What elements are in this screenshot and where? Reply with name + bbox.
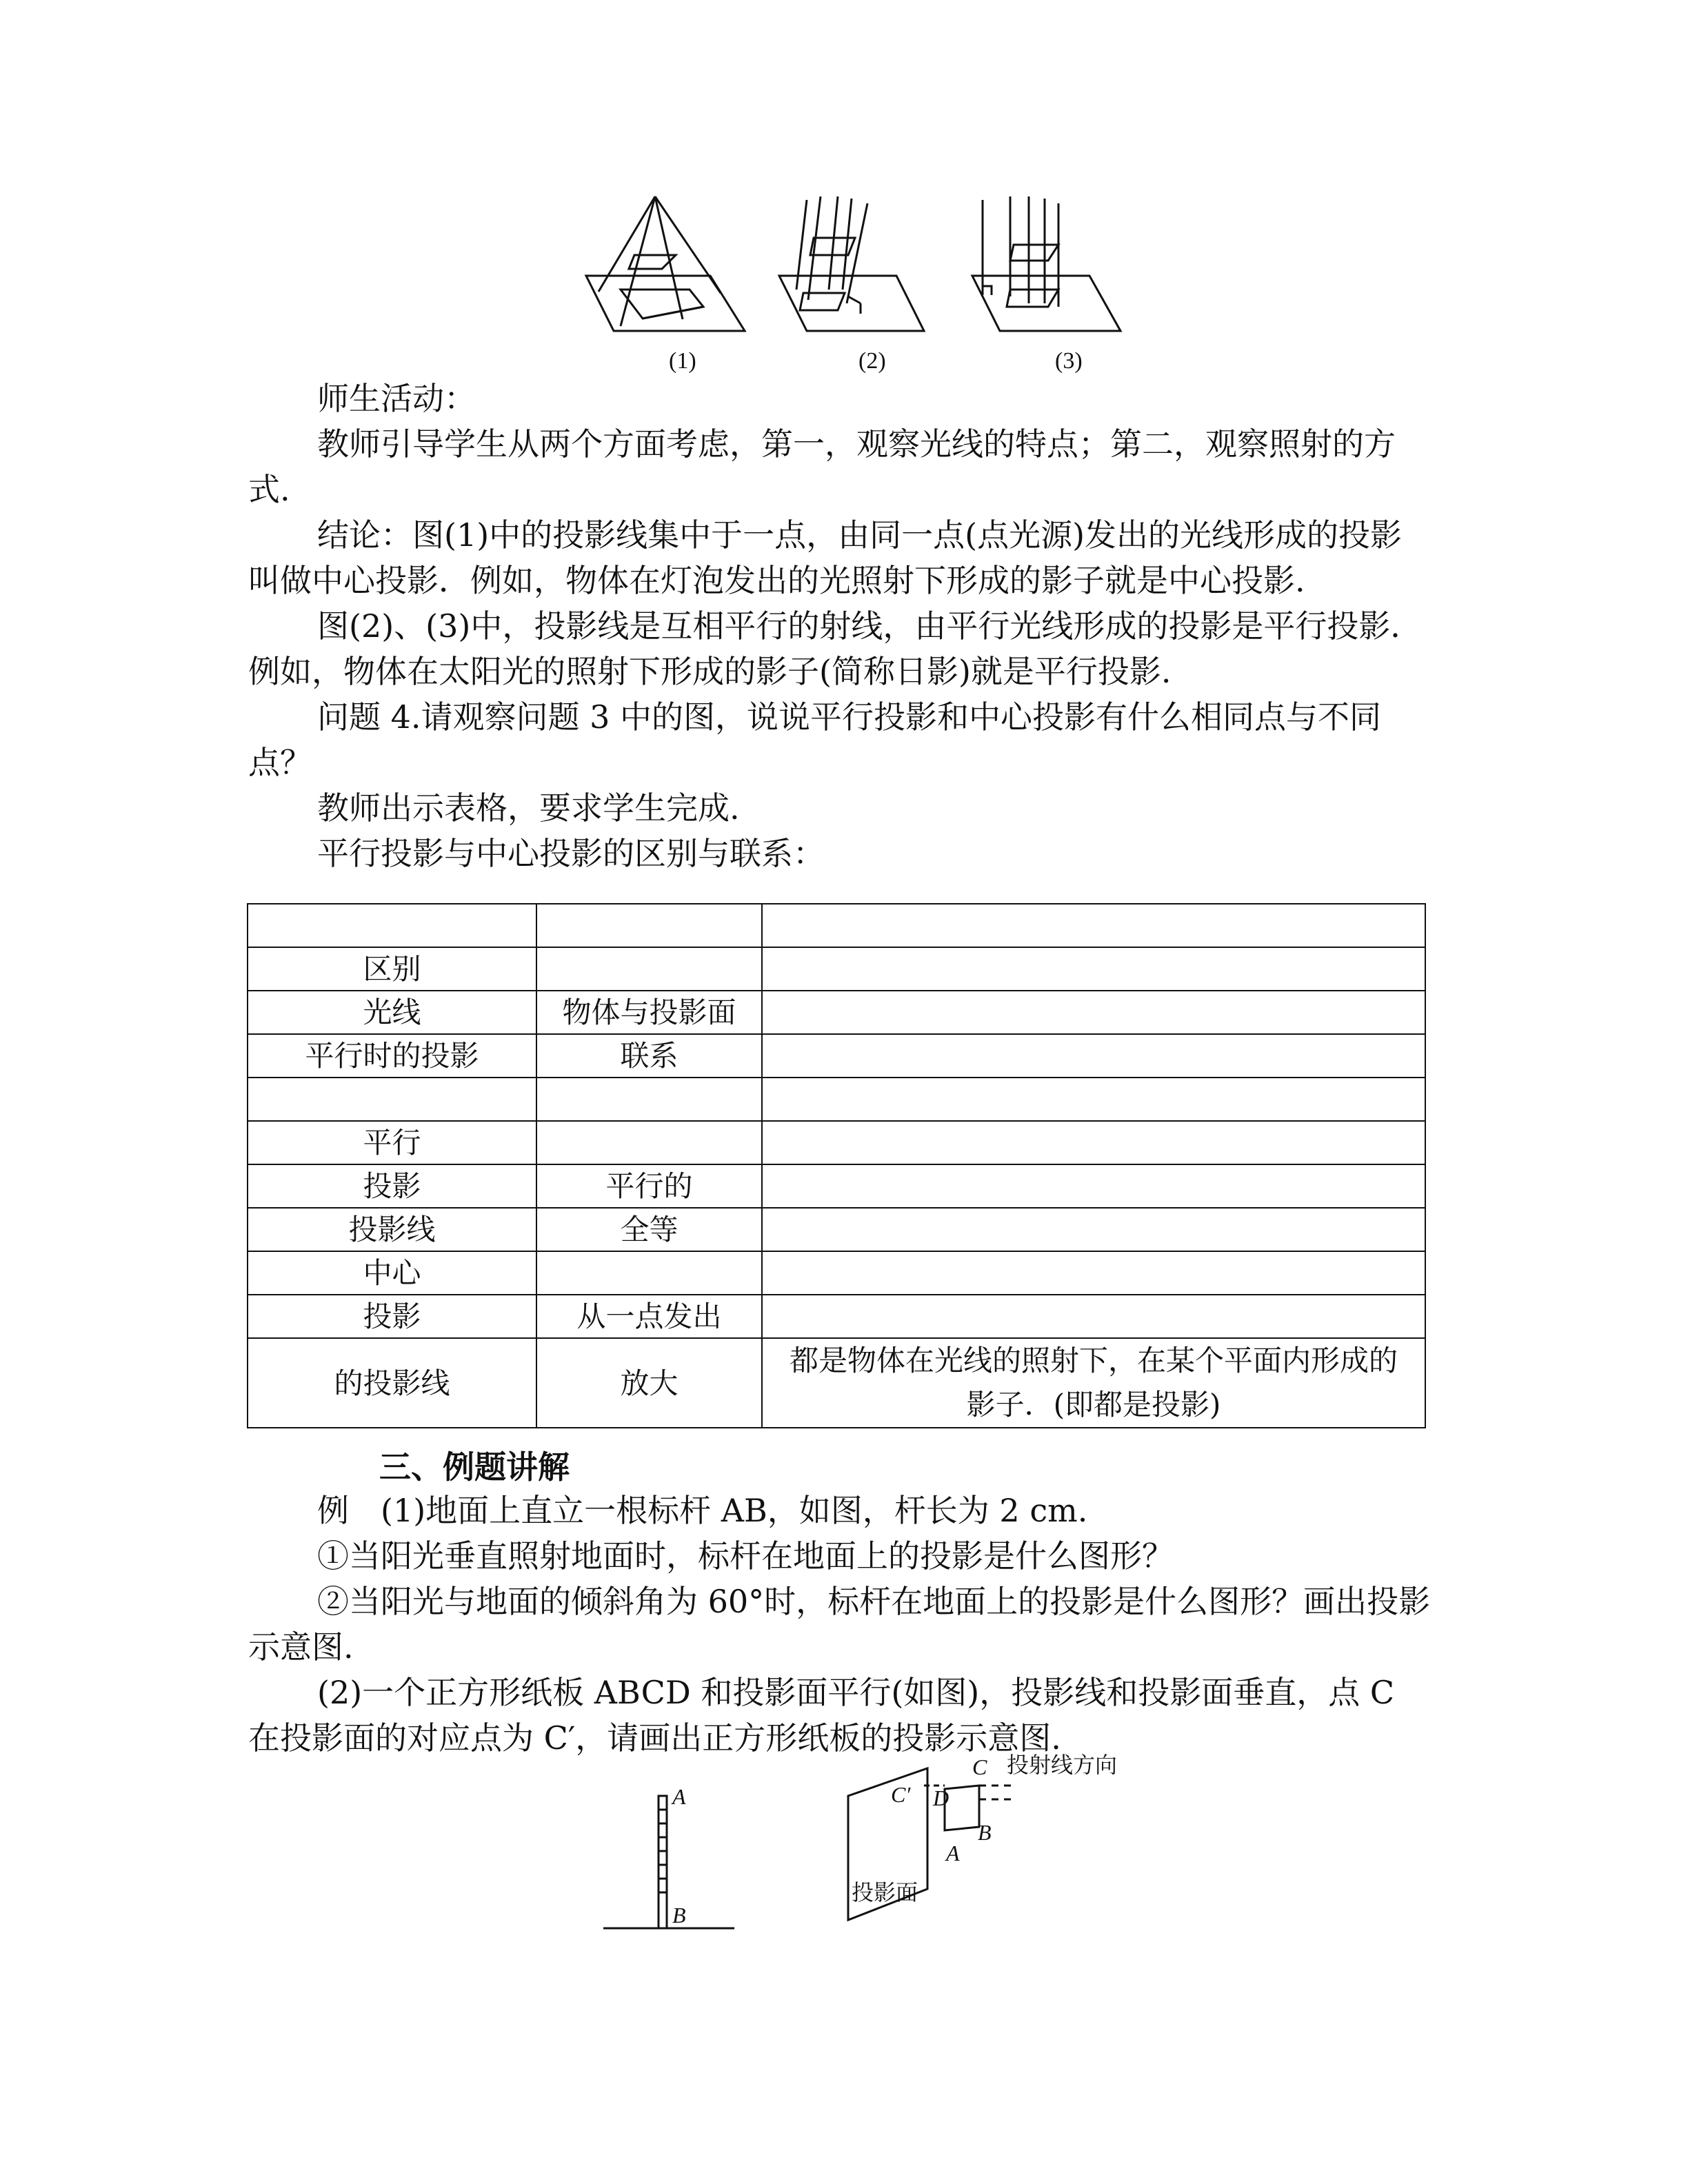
table-row xyxy=(248,947,1425,991)
paragraph-question4: 问题 4.请观察问题 3 中的图，说说平行投影和中心投影有什么相同点与不同点？ xyxy=(248,698,1382,781)
figure-caption-3: (3) xyxy=(1055,348,1083,374)
table-cell xyxy=(762,904,1425,947)
section-heading: 三、例题讲解 xyxy=(379,1448,570,1486)
table-cell: 区别 xyxy=(248,947,536,991)
table-cell xyxy=(762,1078,1425,1121)
rod-label-b: B xyxy=(672,1903,686,1928)
label-b: B xyxy=(978,1820,992,1845)
table-cell xyxy=(762,991,1425,1034)
example-part1: 例 (1)地面上直立一根标杆 AB，如图，杆长为 2 cm. xyxy=(317,1492,1088,1529)
table-cell xyxy=(536,1251,762,1295)
paragraph-table-intro: 教师出示表格，要求学生完成. xyxy=(317,789,740,827)
table-cell xyxy=(762,1121,1425,1164)
table-row xyxy=(248,1034,1425,1078)
table-cell: 投影 xyxy=(248,1295,536,1338)
label-a: A xyxy=(946,1841,960,1866)
table-cell: 全等 xyxy=(536,1208,762,1251)
rod-label-a: A xyxy=(672,1784,686,1809)
table-cell xyxy=(762,947,1425,991)
label-projection-plane: 投影面 xyxy=(852,1879,918,1905)
table-cell: 物体与投影面 xyxy=(536,991,762,1034)
table-cell: 平行 xyxy=(248,1121,536,1164)
table-row xyxy=(248,1338,1425,1428)
paragraph-activity: 师生活动： xyxy=(317,380,476,417)
label-d: D xyxy=(933,1786,950,1810)
example-question1: ①当阳光垂直照射地面时，标杆在地面上的投影是什么图形？ xyxy=(317,1537,1174,1575)
table-cell: 投影线 xyxy=(248,1208,536,1251)
table-cell xyxy=(536,1078,762,1121)
example-part2: (2)一个正方形纸板 ABCD 和投影面平行(如图)，投影线和投影面垂直，点 C 在投影面的对应点为 C′，请画出正方形纸板的投影示意图. xyxy=(248,1674,1395,1757)
rod-figure xyxy=(593,1782,745,1941)
table-cell xyxy=(762,1208,1425,1251)
table-cell xyxy=(536,904,762,947)
orthogonal-projection-diagram xyxy=(972,196,1121,331)
example-question2: ②当阳光与地面的倾斜角为 60°时，标杆在地面上的投影是什么图形？画出投影示意图. xyxy=(248,1583,1431,1666)
table-cell xyxy=(248,904,536,947)
paragraph-conclusion: 结论：图(1)中的投影线集中于一点，由同一点(点光源)发出的光线形成的投影叫做中心投影．例如，物体在灯泡发出的光照射下形成的影子就是中心投影. xyxy=(248,516,1403,599)
table-row xyxy=(248,991,1425,1034)
label-c-prime: C′ xyxy=(891,1782,911,1807)
table-cell: 投影 xyxy=(248,1164,536,1208)
table-cell xyxy=(762,1295,1425,1338)
comparison-table xyxy=(247,903,1426,1428)
paragraph-parallel: 图(2)、(3)中，投影线是互相平行的射线，由平行光线形成的投影是平行投影．例如，物体在太阳光的照射下形成的影子(简称日影)就是平行投影. xyxy=(248,607,1423,690)
table-cell xyxy=(762,1164,1425,1208)
table-cell: 联系 xyxy=(536,1034,762,1078)
table-row xyxy=(248,1078,1425,1121)
table-cell xyxy=(762,1034,1425,1078)
table-cell: 平行时的投影 xyxy=(248,1034,536,1078)
table-cell: 放大 xyxy=(536,1338,762,1428)
table-cell: 平行的 xyxy=(536,1164,762,1208)
table-cell xyxy=(762,1251,1425,1295)
figure-caption-2: (2) xyxy=(858,348,886,374)
table-cell xyxy=(536,1121,762,1164)
table-cell: 光线 xyxy=(248,991,536,1034)
table-cell xyxy=(248,1078,536,1121)
table-row xyxy=(248,1164,1425,1208)
label-c: C xyxy=(972,1755,987,1779)
central-projection-diagram xyxy=(586,196,745,331)
paragraph-teacher-guide: 教师引导学生从两个方面考虑，第一，观察光线的特点；第二，观察照射的方式. xyxy=(248,425,1396,508)
label-ray-direction: 投射线方向 xyxy=(1007,1752,1118,1778)
table-cell: 都是物体在光线的照射下，在某个平面内形成的影子．(即都是投影) xyxy=(762,1338,1425,1428)
table-row xyxy=(248,1121,1425,1164)
table-row xyxy=(248,1251,1425,1295)
table-cell xyxy=(536,947,762,991)
table-row xyxy=(248,1208,1425,1251)
table-cell: 中心 xyxy=(248,1251,536,1295)
oblique-projection-diagram xyxy=(779,196,924,331)
table-cell: 从一点发出 xyxy=(536,1295,762,1338)
table-cell: 的投影线 xyxy=(248,1338,536,1428)
table-row xyxy=(248,1295,1425,1338)
paragraph-table-title: 平行投影与中心投影的区别与联系： xyxy=(317,835,825,872)
figure-caption-1: (1) xyxy=(669,348,696,374)
table-row xyxy=(248,904,1425,947)
